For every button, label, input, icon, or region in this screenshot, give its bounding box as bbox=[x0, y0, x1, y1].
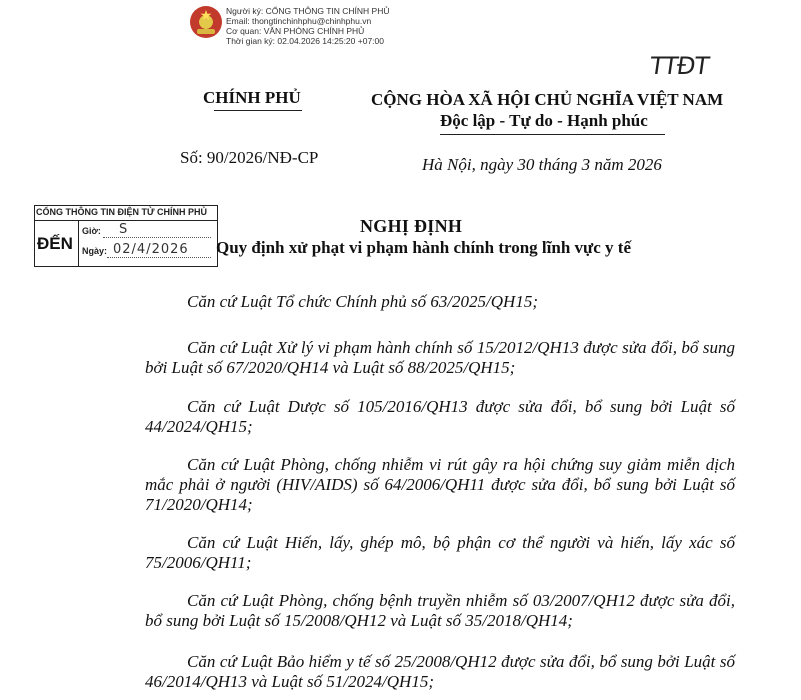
stamp-date-label: Ngày: bbox=[82, 246, 108, 256]
signature-email: Email: thongtinchinhphu@chinhphu.vn bbox=[226, 16, 372, 26]
document-number: Số: 90/2026/NĐ-CP bbox=[180, 148, 319, 167]
document-subtitle: Quy định xử phạt vi phạm hành chính trong lĩnh vực y tế bbox=[216, 238, 631, 257]
legal-basis-paragraph: Căn cứ Luật Dược số 105/2016/QH13 được sửa đổi, bổ sung bởi Luật số 44/2024/QH15; bbox=[145, 397, 735, 436]
national-emblem-icon: ★ bbox=[190, 6, 222, 38]
legal-basis-paragraph: Căn cứ Luật Bảo hiểm y tế số 25/2008/QH12 được sửa đổi, bổ sung bởi Luật số 46/2014/QH13 và Luật số 51/2024/QH15; bbox=[145, 652, 735, 691]
stamp-divider bbox=[78, 220, 79, 266]
place-date: Hà Nội, ngày 30 tháng 3 năm 2026 bbox=[422, 155, 662, 174]
handwritten-mark: TTĐT bbox=[648, 52, 711, 80]
national-title: CỘNG HÒA XÃ HỘI CHỦ NGHĨA VIỆT NAM bbox=[371, 90, 724, 109]
stamp-header: CỔNG THÔNG TIN ĐIỆN TỬ CHÍNH PHỦ bbox=[36, 207, 207, 217]
legal-basis-paragraph: Căn cứ Luật Tổ chức Chính phủ số 63/2025/QH15; bbox=[187, 292, 538, 311]
stamp-divider bbox=[35, 220, 217, 221]
signature-signer: Người ký: CỔNG THÔNG TIN CHÍNH PHỦ bbox=[226, 6, 390, 16]
motto-underline bbox=[440, 134, 665, 135]
stamp-dotted-line bbox=[107, 257, 211, 258]
stamp-time-value: S bbox=[119, 222, 129, 237]
legal-basis-paragraph: Căn cứ Luật Hiến, lấy, ghép mô, bộ phận cơ thể người và hiến, lấy xác số 75/2006/QH11; bbox=[145, 533, 735, 572]
legal-basis-paragraph: Căn cứ Luật Xử lý vi phạm hành chính số 15/2012/QH13 được sửa đổi, bổ sung bởi Luật số 67/2020/QH14 và Luật số 88/2025/QH15; bbox=[145, 338, 735, 377]
received-stamp bbox=[34, 205, 218, 267]
stamp-time-label: Giờ: bbox=[82, 226, 101, 236]
stamp-date-value: 02/4/2026 bbox=[113, 242, 189, 257]
signature-time: Thời gian ký: 02.04.2026 14:25:20 +07:00 bbox=[226, 36, 384, 46]
agency-underline bbox=[214, 110, 302, 111]
stamp-label: ĐẾN bbox=[37, 234, 73, 253]
document-title: NGHỊ ĐỊNH bbox=[360, 216, 463, 236]
issuing-agency: CHÍNH PHỦ bbox=[203, 88, 301, 107]
stamp-dotted-line bbox=[103, 237, 211, 238]
signature-agency: Cơ quan: VĂN PHÒNG CHÍNH PHỦ bbox=[226, 26, 365, 36]
legal-basis-paragraph: Căn cứ Luật Phòng, chống bệnh truyền nhiễm số 03/2007/QH12 được sửa đổi, bổ sung bởi Luật số 15/2008/QH12 và Luật số 35/2018/QH14; bbox=[145, 591, 735, 630]
national-motto: Độc lập - Tự do - Hạnh phúc bbox=[440, 111, 648, 130]
legal-basis-paragraph: Căn cứ Luật Phòng, chống nhiễm vi rút gây ra hội chứng suy giảm miễn dịch mắc phải ở người (HIV/AIDS) số 64/2006/QH11 được sửa đổi, bổ sung bởi Luật số 71/2020/QH14; bbox=[145, 455, 735, 514]
